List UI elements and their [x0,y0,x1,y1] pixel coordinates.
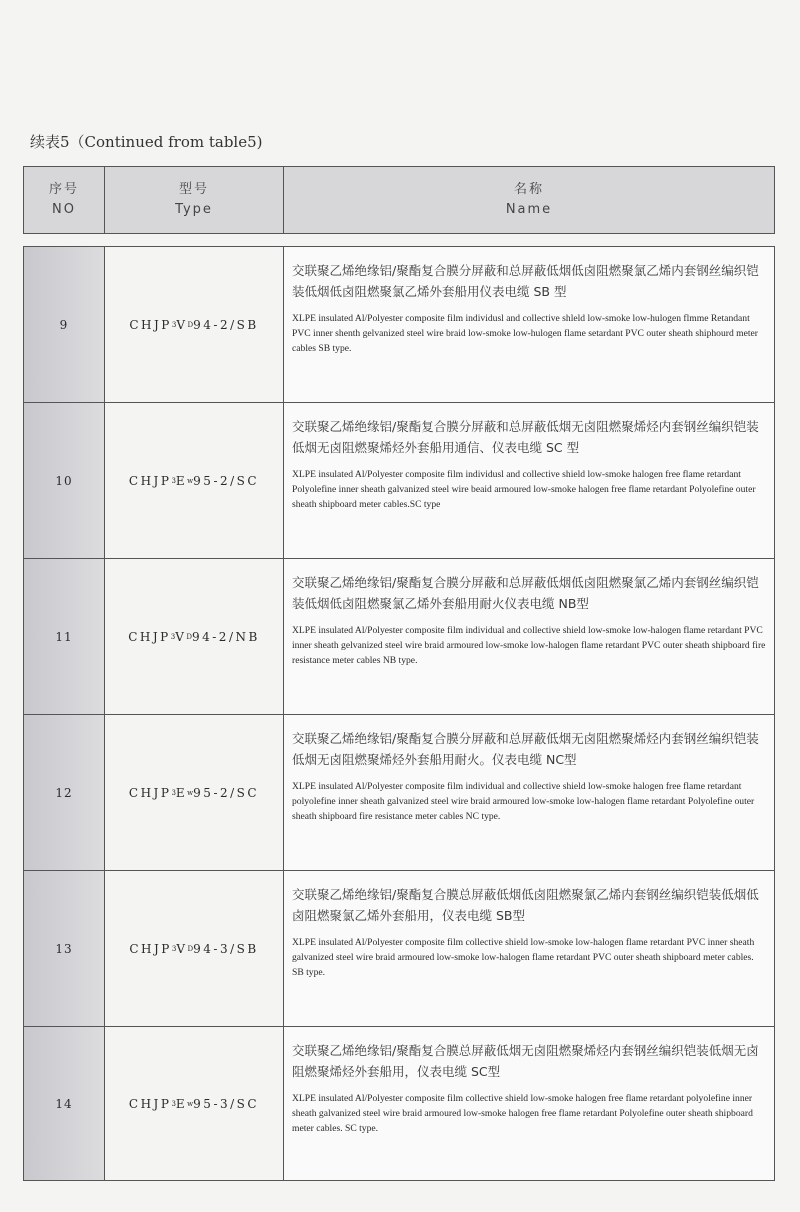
row-number: 13 [24,871,105,1026]
type-suffix: 94-2/SB [193,317,259,332]
type-mid: E [175,473,188,488]
type-sub-1: 3 [171,476,176,485]
type-mid: V [176,941,188,956]
header-no-en: NO [52,202,76,217]
type-sub-1: 3 [170,632,176,641]
name-english: XLPE insulated Al/Polyester composite film individual and collective shield low-smoke low-halogen flame retardant PVC inner sheath gelvanized steel wire braid armoured low-smoke low-halogen flame retardant PVC outer sheath shipboard fire resistance meter cables NB type. [292,625,766,666]
type-prefix: CHJP [128,473,172,488]
type-sub-2: w [187,788,194,797]
row-type [105,715,284,870]
name-english: XLPE insulated Al/Polyester composite film individusl and collective shleld low-smoke low-hulogen flmme Retandant PVC inner shenth gelvanized steel wire braid low-smoke low-hulogen flame setardant PVC outer sheath shiphourd meter cables SB type. [292,313,758,354]
row-number: 11 [24,559,105,714]
row-name [284,247,774,402]
type-sub-2: w [187,1099,194,1108]
header-name-zh: 名称 [513,182,544,197]
name-chinese: 交联聚乙烯绝缘铝/聚酯复合膜分屏蔽和总屏蔽低烟低卤阻燃聚氯乙烯内套钢丝编织铠装低烟低卤阻燃聚氯乙烯外套船用耐火仪表电缆 NB型 [292,575,759,611]
type-mid: E [175,785,188,800]
table-header [23,166,775,234]
type-prefix: CHJP [129,317,172,332]
row-name [284,559,774,714]
table-caption: 续表5（Continued from table5) [30,133,263,151]
name-chinese: 交联聚乙烯绝缘铝/聚酯复合膜总屏蔽低烟低卤阻燃聚氯乙烯内套钢丝编织铠装低烟低卤阻燃聚氯乙烯外套船用，仪表电缆 SB型 [292,887,759,923]
table-row [24,1027,774,1180]
row-type [105,247,284,402]
table-row [24,247,774,403]
type-sub-1: 3 [171,1099,176,1108]
type-suffix: 94-3/SB [193,941,259,956]
type-prefix: CHJP [128,629,171,644]
row-number: 12 [24,715,105,870]
table-row [24,715,774,871]
table-row [24,871,774,1027]
name-english: XLPE insulated Al/Polyester composite film collective shield low-smoke low-halogen flame retardant PVC inner sheath galvanized steel wire braid armoured low-smoke low-halogen flame retardant PVC outer sheath shipboard meter cables. SB type. [292,937,755,978]
row-name [284,715,774,870]
header-no [24,167,105,233]
type-sub-1: 3 [171,788,176,797]
row-number: 9 [24,247,105,402]
type-suffix: 95-2/SC [193,473,260,488]
name-chinese: 交联聚乙烯绝缘铝/聚酯复合膜总屏蔽低烟无卤阻燃聚烯烃内套钢丝编织铠装低烟无卤阻燃聚烯烃外套船用，仪表电缆 SC型 [292,1043,759,1079]
header-type-zh: 型号 [178,182,209,197]
type-mid: V [175,629,187,644]
type-sub-2: D [187,320,194,329]
table-row [24,559,774,715]
row-name [284,403,774,558]
table-row [24,403,774,559]
row-type [105,1027,284,1180]
type-suffix: 95-2/SC [193,785,260,800]
type-sub-2: w [187,476,194,485]
header-type-en: Type [175,202,213,217]
type-suffix: 94-2/NB [191,629,260,644]
type-mid: E [175,1096,188,1111]
row-type [105,871,284,1026]
cable-table [23,166,775,1181]
type-prefix: CHJP [129,941,172,956]
row-type [105,559,284,714]
name-chinese: 交联聚乙烯绝缘铝/聚酯复合膜分屏蔽和总屏蔽低烟低卤阻燃聚氯乙烯内套钢丝编织铠装低烟低卤阻燃聚氯乙烯外套船用仪表电缆 SB 型 [292,263,759,299]
row-name [284,871,774,1026]
row-name [284,1027,774,1180]
type-sub-1: 3 [171,320,177,329]
type-prefix: CHJP [128,785,172,800]
type-mid: V [176,317,188,332]
row-type [105,403,284,558]
table-body [23,246,775,1181]
row-number: 10 [24,403,105,558]
name-english: XLPE insulated Al/Polyester composite film collective shield low-smoke halogen free flame retardant polyolefine inner sheath galvanized steel wire braid armoured low-smoke halogen free flame retardant Polyolefine outer sheath shipboard meter cables. SC type. [292,1093,753,1134]
row-number: 14 [24,1027,105,1180]
header-type [105,167,284,233]
name-chinese: 交联聚乙烯绝缘铝/聚酯复合膜分屏蔽和总屏蔽低烟无卤阻燃聚烯烃内套钢丝编织铠装低烟无卤阻燃聚烯烃外套船用耐火。仪表电缆 NC型 [292,731,759,767]
type-sub-2: D [187,944,194,953]
name-english: XLPE insulated Al/Polyester composite film individual and collective shield low-smoke halogen free flame retardant polyolefine inner sheath galvanized steel wire braid armoured low-smoke low-halogen flame retardant Polyolefine outer sheath shipboard fire resistance meter cables NC type. [292,781,755,822]
type-suffix: 95-3/SC [193,1096,260,1111]
type-prefix: CHJP [128,1096,172,1111]
header-name-en: Name [505,202,553,217]
name-chinese: 交联聚乙烯绝缘铝/聚酯复合膜分屏蔽和总屏蔽低烟无卤阻燃聚烯烃内套钢丝编织铠装低烟无卤阻燃聚烯烃外套船用通信、仪表电缆 SC 型 [292,419,759,455]
type-sub-1: 3 [171,944,177,953]
name-english: XLPE insulated Al/Polyester composite film individusl and collective shield low-smoke halogen free flame retardant Polyolefine inner sheath galvanized steel wire beaid armoured low-smoke halogen free flame retardant Polyolefine outer sheath shipboard meter cables.SC type [292,469,756,510]
header-no-zh: 序号 [48,182,79,197]
type-sub-2: D [186,632,192,641]
header-name [284,167,774,233]
